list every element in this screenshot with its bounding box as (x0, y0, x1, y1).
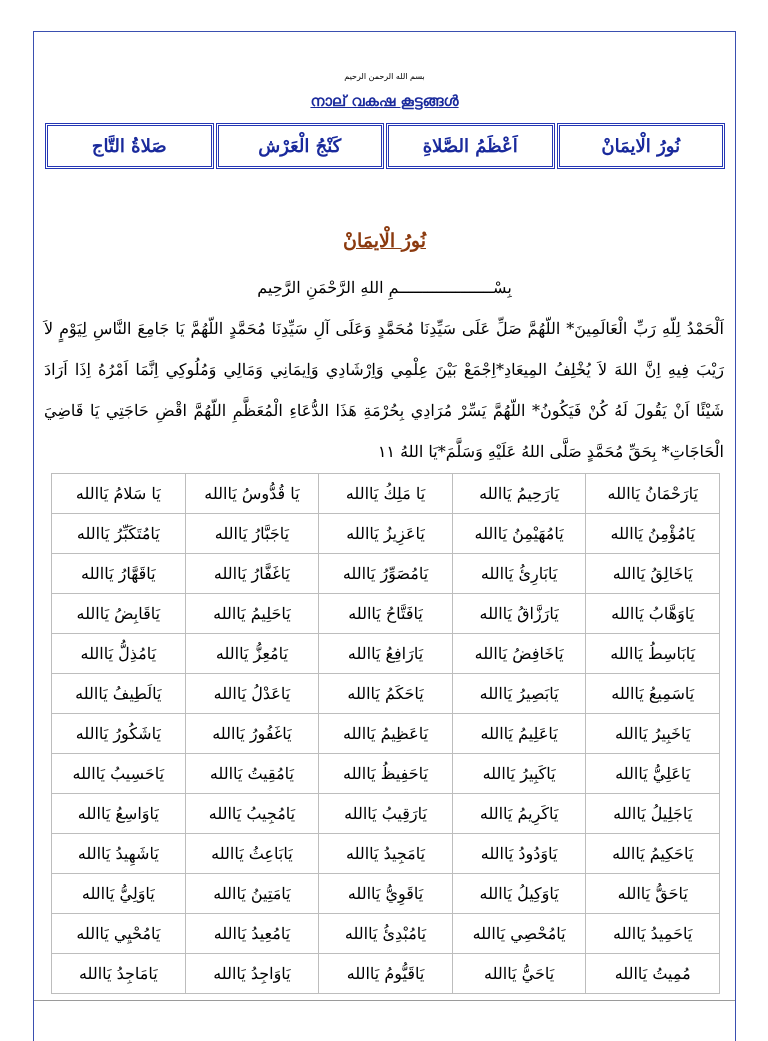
name-cell: يَامُصَوِّرُ يَاالله (319, 554, 453, 594)
name-cell: يَاحَكَمُ يَاالله (319, 674, 453, 714)
name-cell: يَارَافِعُ يَاالله (319, 634, 453, 674)
name-cell: يَارَحْمَانُ يَاالله (586, 474, 720, 514)
tab-azam-as-salat[interactable]: اَعْظَمُ الصَّلاةِ (386, 123, 555, 169)
name-cell: يَاعَظِيمُ يَاالله (319, 714, 453, 754)
name-cell: يَامُحْيِي يَاالله (52, 914, 186, 954)
name-cell: يَاوَكِيلُ يَاالله (452, 874, 586, 914)
name-cell: يَاخَالِقُ يَاالله (586, 554, 720, 594)
name-cell: يَامُؤْمِنُ يَاالله (586, 514, 720, 554)
name-cell: يَاشَكُورُ يَاالله (52, 714, 186, 754)
name-cell: يَاحَيُّ يَاالله (452, 954, 586, 994)
table-row (52, 954, 720, 994)
name-cell: يَابَارِئُ يَاالله (452, 554, 586, 594)
name-cell: يَامَجِيدُ يَاالله (319, 834, 453, 874)
name-cell: يَا قُدُّوسُ يَاالله (185, 474, 319, 514)
name-cell: يَامُتَكَبِّرُ يَاالله (52, 514, 186, 554)
name-cell: يَاعَلِيمُ يَاالله (452, 714, 586, 754)
table-row (52, 594, 720, 634)
name-cell: يَاحَلِيمُ يَاالله (185, 594, 319, 634)
dua-paragraph: اَلْحَمْدُ لِلّهِ رَبِّ الْعَالَمِينَ* اللّهُمَّ صَلِّ عَلَى سَيِّدِنَا مُحَمَّدٍ وَعَلَى آلِ سَيِّدِنَا مُحَمَّدٍ اللّهُمَّ يَا جَامِعَ النَّاسِ لِيَوْمٍ لاَ رَيْبَ فِيهِ اِنَّ اللهَ لاَ يُخْلِفُ المِيعَادِ*اِجْمَعْ بَيْنَ عِلْمِي وَاِرْشَادِي وَاِيمَانِي وَمَالِي وَمُلُوكِي اِنَّمَا اَمْرُهُ اِذَا اَرَادَ شَيْئًا اَنْ يَقُولَ لَهُ كُنْ فَيَكُونُ* اللّهُمَّ يَسِّرْ مُرَادِي بِحُرْمَةِ هَذَا الدُّعَاءِ الْمُعَظَّمِ اللّهُمَّ اقْضِ حَاجَتِي يَا قَاضِيَ الْحَاجَاتِ* بِحَقِّ مُحَمَّدٍ صَلَّى اللهُ عَلَيْهِ وَسَلَّمَ*يَا اللهُ ١١ (44, 319, 724, 461)
name-cell: يَاسَمِيعُ يَاالله (586, 674, 720, 714)
name-cell: يَاحَمِيدُ يَاالله (586, 914, 720, 954)
bottom-divider (34, 1000, 735, 1001)
name-cell: يَابَصِيرُ يَاالله (452, 674, 586, 714)
name-cell: يَامَتِينُ يَاالله (185, 874, 319, 914)
name-cell: يَامُبْدِئُ يَاالله (319, 914, 453, 954)
name-cell: يَاكَرِيمُ يَاالله (452, 794, 586, 834)
name-cell: يَاعَلِيُّ يَاالله (586, 754, 720, 794)
table-row (52, 714, 720, 754)
name-cell: يَاقَوِيُّ يَاالله (319, 874, 453, 914)
name-cell: يَابَاعِثُ يَاالله (185, 834, 319, 874)
name-cell: يَاكَبِيرُ يَاالله (452, 754, 586, 794)
name-cell: يَاحَكِيمُ يَاالله (586, 834, 720, 874)
name-cell: يَامُعِزُّ يَاالله (185, 634, 319, 674)
table-row (52, 794, 720, 834)
table-row (52, 674, 720, 714)
section-title: نُورُ الْايمَانْ (342, 230, 427, 252)
name-cell: يَا سَلامُ يَاالله (52, 474, 186, 514)
name-cell: يَاحَفِيظُ يَاالله (319, 754, 453, 794)
name-cell: يَاوَلِيُّ يَاالله (52, 874, 186, 914)
table-row (52, 514, 720, 554)
name-cell: يَامُجِيبُ يَاالله (185, 794, 319, 834)
name-cell: يَاوَاسِعُ يَاالله (52, 794, 186, 834)
name-cell: يَامُقِيتُ يَاالله (185, 754, 319, 794)
table-row (52, 914, 720, 954)
name-cell: يَابَاسِطُ يَاالله (586, 634, 720, 674)
name-cell: يَاغَفَّارُ يَاالله (185, 554, 319, 594)
name-cell: يَاعَدْلُ يَاالله (185, 674, 319, 714)
name-cell: يَارَزَّاقُ يَاالله (452, 594, 586, 634)
name-cell: يَامَاجِدُ يَاالله (52, 954, 186, 994)
bismillah-small: بسم الله الرحمن الرحيم (344, 72, 425, 81)
name-cell: يَاعَزِيزُ يَاالله (319, 514, 453, 554)
tab-salat-at-taj[interactable]: صَلاةُ التَّاج (45, 123, 214, 169)
tab-kanj-al-arsh[interactable]: كَنْجُ الْعَرْش (216, 123, 385, 169)
name-cell: يَاقَابِضُ يَاالله (52, 594, 186, 634)
tab-bar (45, 123, 725, 169)
table-row (52, 554, 720, 594)
name-cell: يَاجَبَّارُ يَاالله (185, 514, 319, 554)
name-cell: يَامُعِيدُ يَاالله (185, 914, 319, 954)
name-cell: يَامُذِلُّ يَاالله (52, 634, 186, 674)
name-cell: يَا مَلِكُ يَاالله (319, 474, 453, 514)
name-cell: يَاحَسِيبُ يَاالله (52, 754, 186, 794)
name-cell: يَاوَدُودُ يَاالله (452, 834, 586, 874)
name-cell: يَارَحِيمُ يَاالله (452, 474, 586, 514)
malayalam-title: നാല് വകഷ കൂട്ടങ്ങൾ (310, 92, 459, 110)
name-cell: يَارَقِيبُ يَاالله (319, 794, 453, 834)
basmala: بِسْــــــــــــــــــــمِ اللهِ الرَّحْمَنِ الرَّحِيم (257, 278, 512, 297)
name-cell: يَاجَلِيلُ يَاالله (586, 794, 720, 834)
name-cell: يَاقَهَّارُ يَاالله (52, 554, 186, 594)
tab-noor-al-iman[interactable]: نُورُ الْايمَانْ (557, 123, 726, 169)
table-row (52, 834, 720, 874)
table-row (52, 754, 720, 794)
name-cell: يَامُهَيْمِنُ يَاالله (452, 514, 586, 554)
name-cell: يَالَطِيفُ يَاالله (52, 674, 186, 714)
table-row (52, 874, 720, 914)
name-cell: يَاغَفُورُ يَاالله (185, 714, 319, 754)
name-cell: يَاوَهَّابُ يَاالله (586, 594, 720, 634)
name-cell: يَاحَقُّ يَاالله (586, 874, 720, 914)
name-cell: يَاخَافِضُ يَاالله (452, 634, 586, 674)
names-table (51, 473, 720, 994)
name-cell: يَافَتَّاحُ يَاالله (319, 594, 453, 634)
name-cell: يَامُحْصِي يَاالله (452, 914, 586, 954)
table-row (52, 634, 720, 674)
name-cell: يَاوَاجِدُ يَاالله (185, 954, 319, 994)
name-cell: مُمِيتُ يَاالله (586, 954, 720, 994)
name-cell: يَاشَهِيدُ يَاالله (52, 834, 186, 874)
document-page (33, 31, 736, 1041)
name-cell: يَاقَيُّومُ يَاالله (319, 954, 453, 994)
table-row (52, 474, 720, 514)
name-cell: يَاخَبِيرُ يَاالله (586, 714, 720, 754)
